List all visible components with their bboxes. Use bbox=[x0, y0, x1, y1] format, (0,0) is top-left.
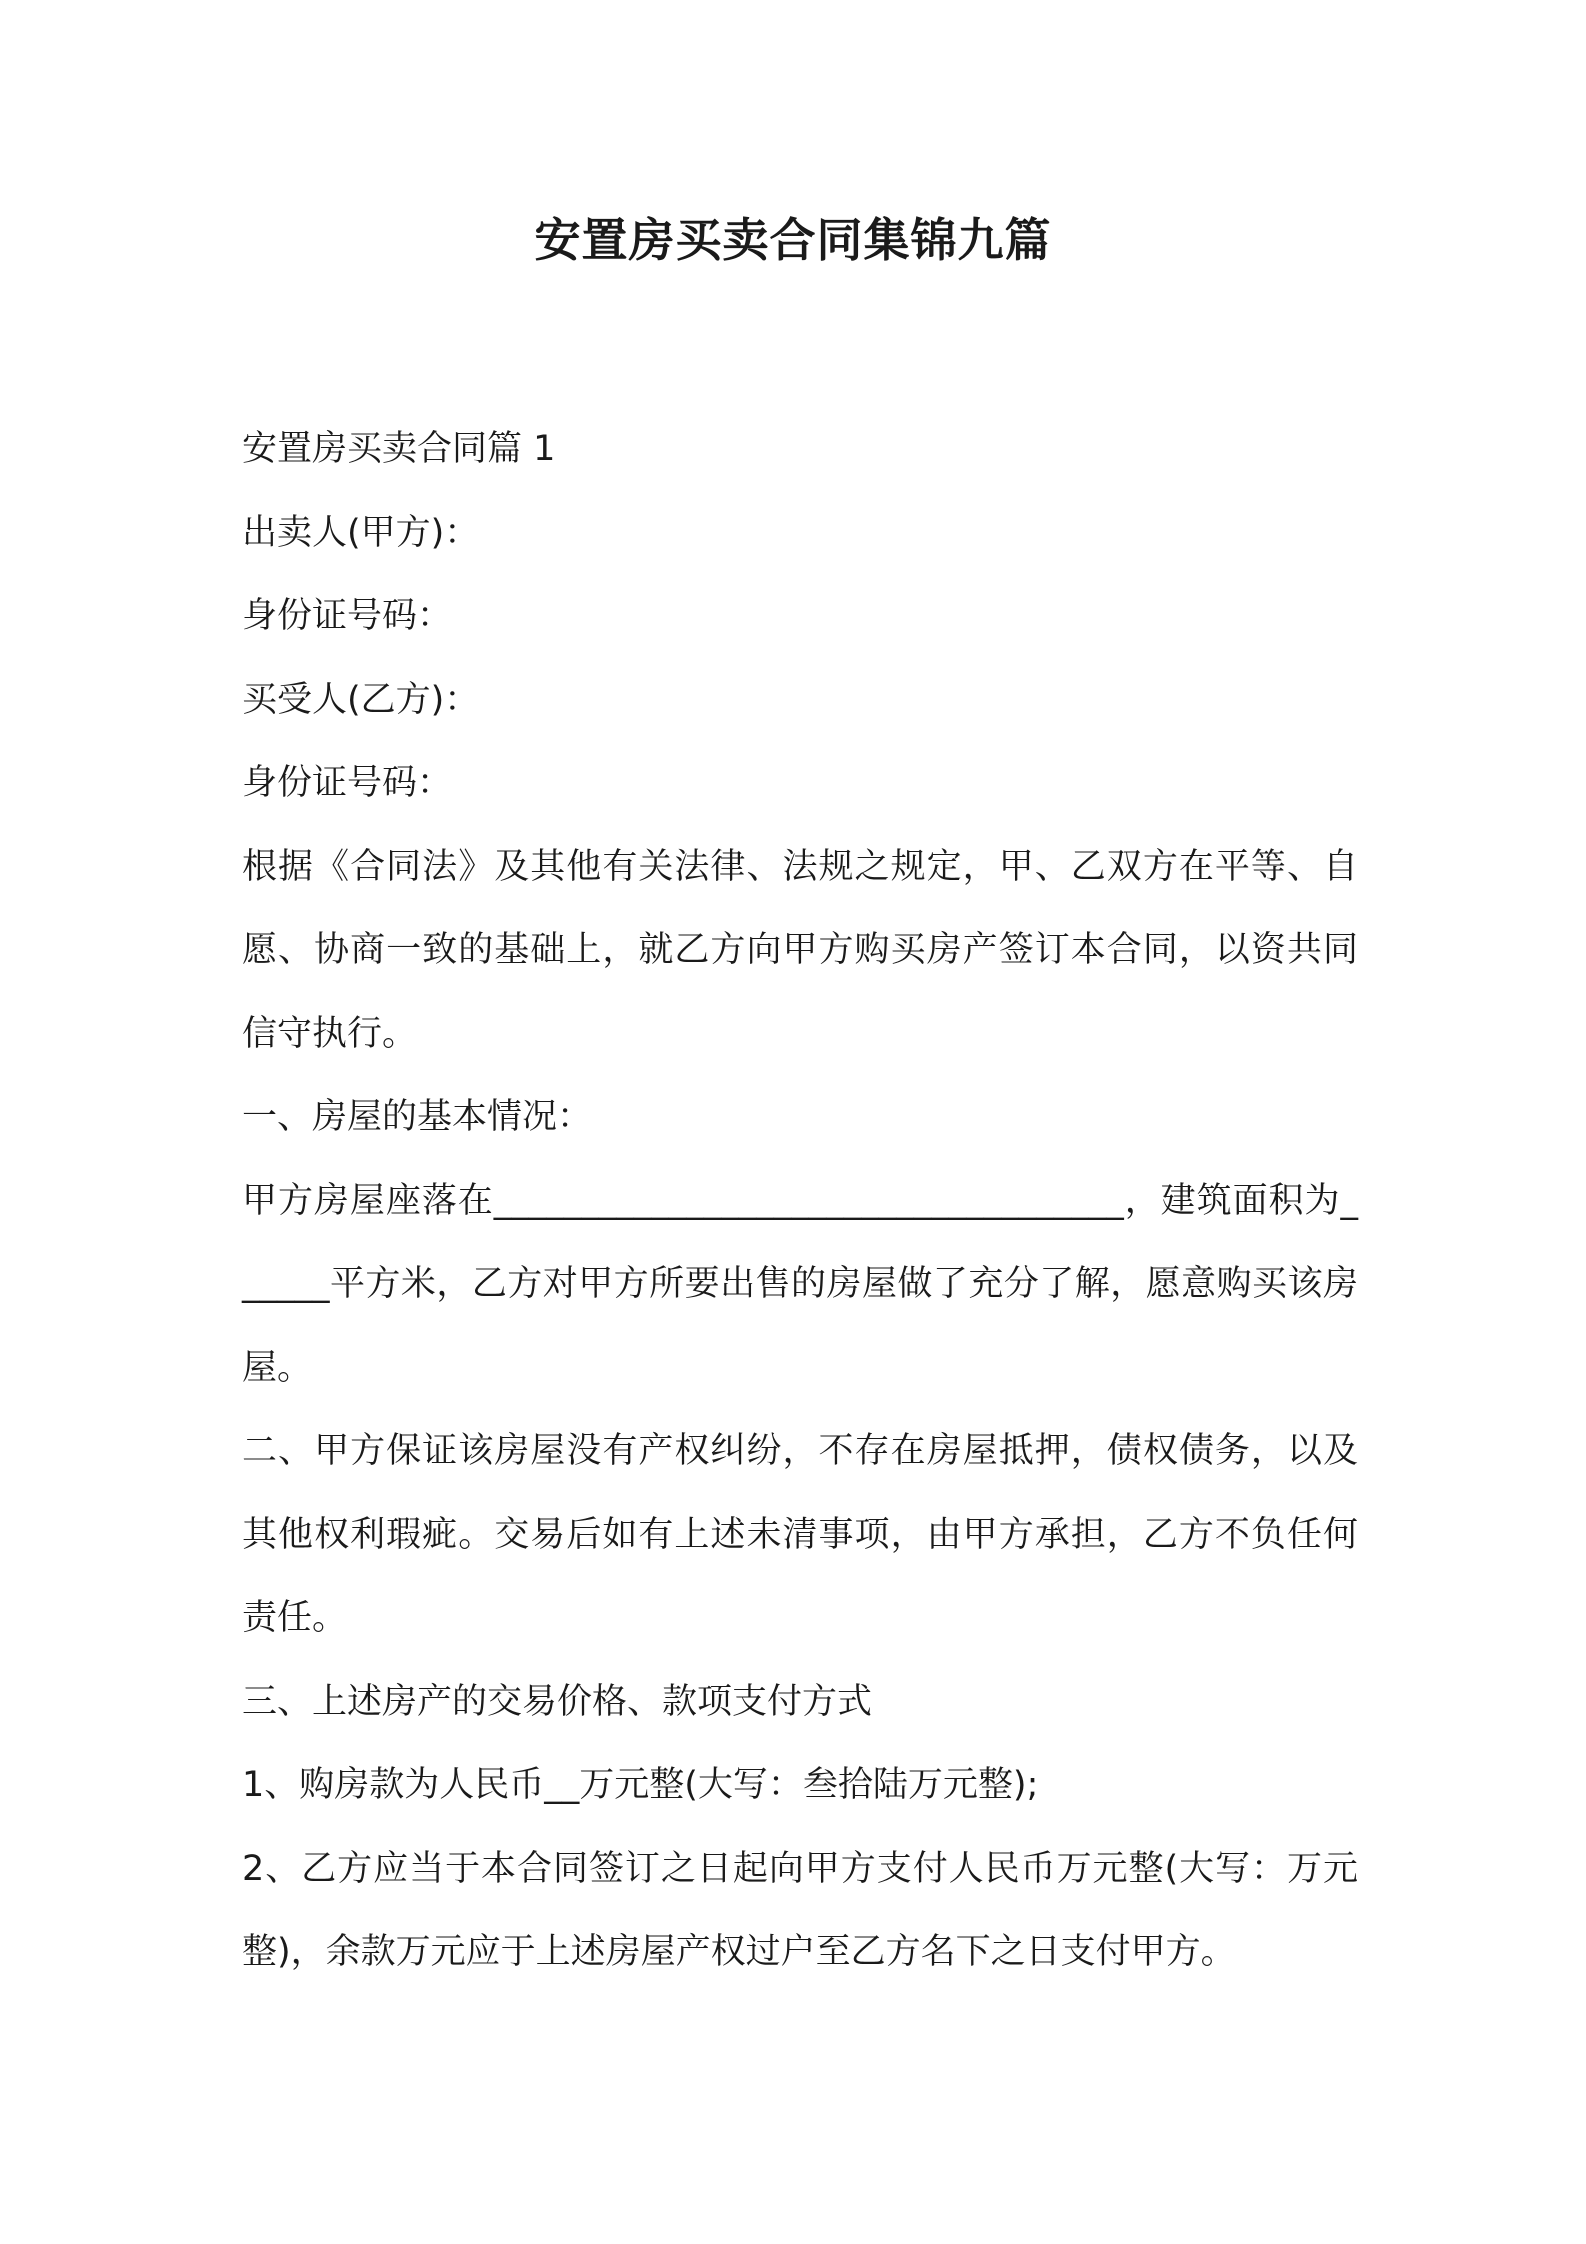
seller-id-field: 身份证号码： bbox=[242, 596, 453, 636]
buyer-id-field: 身份证号码： bbox=[242, 763, 453, 803]
clause-1-heading: 一、房屋的基本情况： bbox=[242, 1097, 593, 1137]
clause-3-item-2: 2、乙方应当于本合同签订之日起向甲方支付人民币万元整(大写：万元整)，余款万元应于上述房屋产权过户至乙方名下之日支付甲方。 bbox=[242, 1848, 1358, 1972]
buyer-field: 买受人(乙方)： bbox=[242, 679, 480, 720]
document-title: 安置房买卖合同集锦九篇 bbox=[534, 213, 1052, 267]
clause-3-heading: 三、上述房产的交易价格、款项支付方式 bbox=[242, 1681, 873, 1722]
seller-field: 出卖人(甲方)： bbox=[242, 512, 480, 553]
clause-1-paragraph: 甲方房屋座落在____________________________________，建筑面积为______平方米，乙方对甲方所要出售的房屋做了充分了解，愿意购买该房屋。 bbox=[242, 1180, 1358, 1388]
clause-2-paragraph: 二、甲方保证该房屋没有产权纠纷，不存在房屋抵押，债权债务，以及其他权利瑕疵。交易后如有上述未清事项，由甲方承担，乙方不负任何责任。 bbox=[242, 1431, 1358, 1638]
clause-3-item-1: 1、购房款为人民币__万元整(大写：叁拾陆万元整); bbox=[242, 1765, 1039, 1805]
document-body bbox=[242, 408, 1358, 1995]
section-heading: 安置房买卖合同篇 1 bbox=[242, 429, 556, 469]
preamble-paragraph: 根据《合同法》及其他有关法律、法规之规定，甲、乙双方在平等、自愿、协商一致的基础上，就乙方向甲方购买房产签订本合同，以资共同信守执行。 bbox=[242, 846, 1358, 1054]
